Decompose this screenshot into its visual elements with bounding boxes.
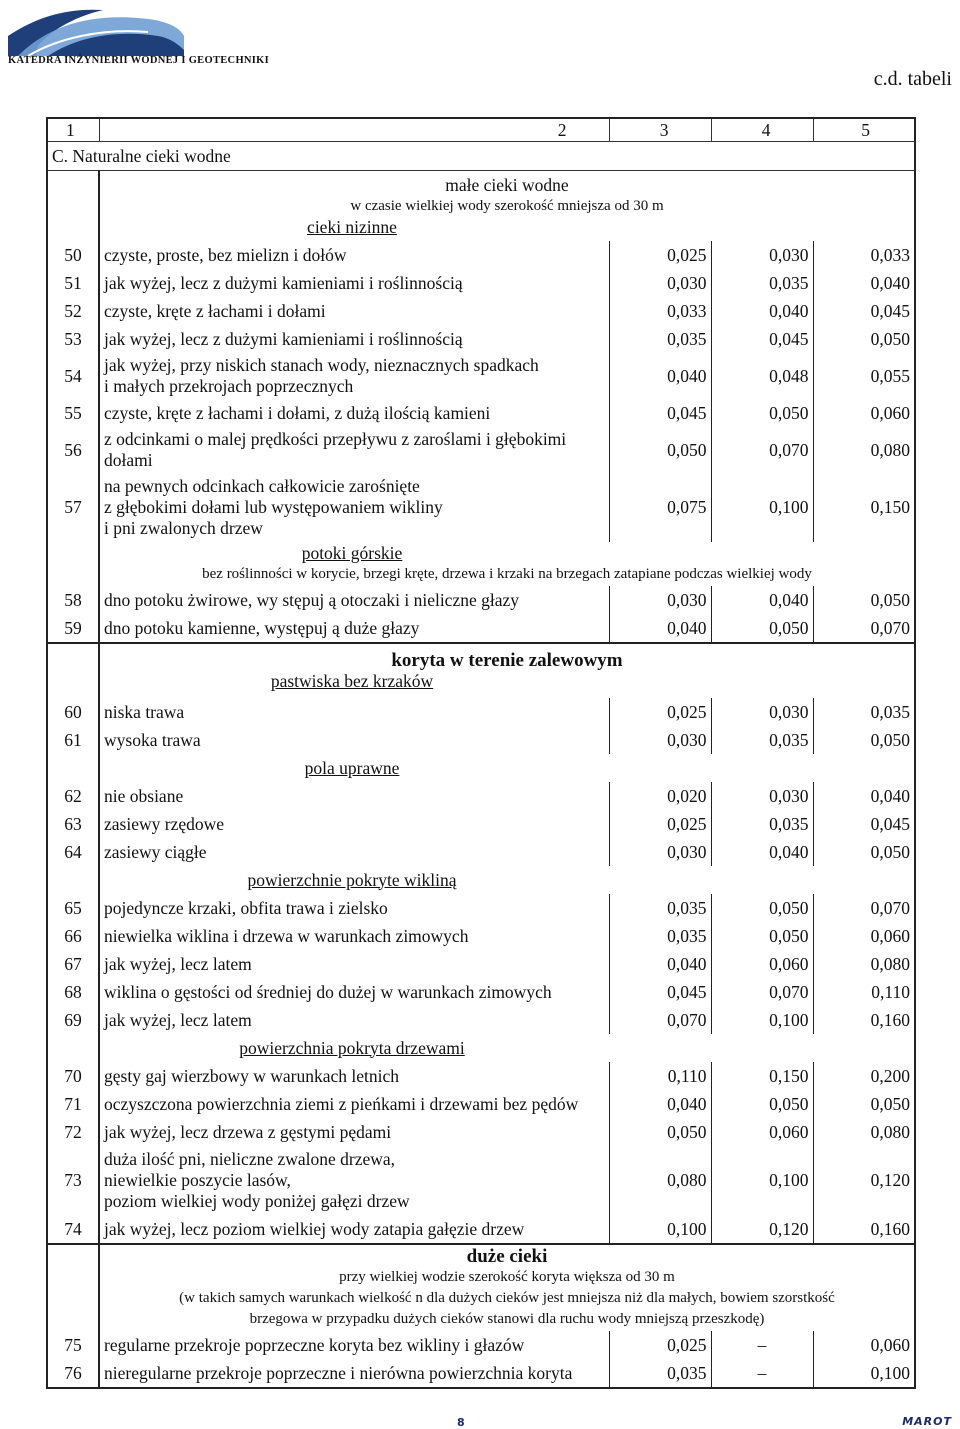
roughness-value-col3: 0,035 <box>609 894 711 922</box>
table-row <box>47 1090 915 1118</box>
row-number: 76 <box>47 1359 99 1388</box>
roughness-value-col3: 0,070 <box>609 1006 711 1034</box>
col-header-3: 3 <box>609 118 711 142</box>
table-continuation-label: c.d. tabeli <box>873 68 952 90</box>
table-row <box>47 894 915 922</box>
roughness-value-col4: 0,040 <box>711 297 813 325</box>
roughness-value-col3: 0,030 <box>609 269 711 297</box>
description-line: czyste, kręte z łachami i dołami <box>104 300 326 321</box>
roughness-value-col5: 0,050 <box>813 586 915 614</box>
roughness-value-col4: 0,035 <box>711 726 813 754</box>
row-description <box>99 838 609 866</box>
blank-number-cell <box>47 1244 99 1331</box>
row-number: 75 <box>47 1331 99 1359</box>
row-description <box>99 1062 609 1090</box>
description-line: oczyszczona powierzchnia ziemi z pieńkami i drzewami bez pędów <box>104 1093 579 1114</box>
row-description <box>99 241 609 269</box>
row-description <box>99 269 609 297</box>
row-description <box>99 782 609 810</box>
description-line: gęsty gaj wierzbowy w warunkach letnich <box>104 1065 399 1086</box>
subgroup-title: potoki górskie <box>301 543 403 563</box>
table-row <box>47 978 915 1006</box>
group-header-cell <box>99 754 915 782</box>
roughness-value-col3: 0,025 <box>609 698 711 726</box>
description-line: jak wyżej, przy niskich stanach wody, nieznacznych spadkach <box>104 355 539 375</box>
group-header-row <box>47 171 915 242</box>
table-row <box>47 427 915 473</box>
table-row <box>47 399 915 427</box>
subgroup-note: bez roślinności w korycie, brzegi kręte, drzewa i krzaki na brzegach zatapiane podczas wielkiej wody <box>202 566 812 582</box>
roughness-value-col3: 0,080 <box>609 1146 711 1215</box>
roughness-value-col5: 0,040 <box>813 782 915 810</box>
row-description <box>99 297 609 325</box>
row-number: 73 <box>47 1146 99 1215</box>
roughness-value-col5: 0,060 <box>813 1331 915 1359</box>
roughness-value-col3: 0,040 <box>609 353 711 399</box>
row-number: 64 <box>47 838 99 866</box>
row-description <box>99 922 609 950</box>
roughness-value-col5: 0,033 <box>813 241 915 269</box>
roughness-value-col4: 0,070 <box>711 978 813 1006</box>
table-row <box>47 269 915 297</box>
description-line: nieregularne przekroje poprzeczne i nierówna powierzchnia koryta <box>104 1362 573 1383</box>
roughness-value-col4: 0,060 <box>711 1118 813 1146</box>
description-line: czyste, kręte z łachami i dołami, z dużą ilością kamieni <box>104 402 491 423</box>
roughness-value-col5: 0,200 <box>813 1062 915 1090</box>
row-description <box>99 810 609 838</box>
department-logo <box>8 6 184 56</box>
row-number: 52 <box>47 297 99 325</box>
table-row <box>47 353 915 399</box>
row-number: 55 <box>47 399 99 427</box>
roughness-value-col3: 0,033 <box>609 297 711 325</box>
row-description <box>99 353 609 399</box>
col-header-1: 1 <box>47 118 99 142</box>
roughness-value-col3: 0,040 <box>609 1090 711 1118</box>
roughness-value-col4: 0,040 <box>711 838 813 866</box>
group-subtitle: przy wielkiej wodzie szerokość koryta większa od 30 m <box>339 1269 675 1285</box>
table-row <box>47 325 915 353</box>
roughness-value-col5: 0,100 <box>813 1359 915 1388</box>
group-header-cell <box>99 866 915 894</box>
description-line: jak wyżej, lecz latem <box>104 953 252 974</box>
row-description <box>99 1146 609 1215</box>
row-number: 60 <box>47 698 99 726</box>
row-number: 58 <box>47 586 99 614</box>
roughness-value-col3: 0,050 <box>609 1118 711 1146</box>
row-description <box>99 1090 609 1118</box>
row-description <box>99 1006 609 1034</box>
roughness-value-col4: 0,048 <box>711 353 813 399</box>
row-number: 50 <box>47 241 99 269</box>
roughness-value-col4: 0,030 <box>711 698 813 726</box>
row-description <box>99 473 609 542</box>
row-description <box>99 726 609 754</box>
roughness-value-col4: 0,070 <box>711 427 813 473</box>
roughness-value-col4: 0,050 <box>711 894 813 922</box>
roughness-value-col5: 0,110 <box>813 978 915 1006</box>
table-row <box>47 698 915 726</box>
group-title: duże cieki <box>466 1246 548 1267</box>
roughness-value-col4: 0,030 <box>711 241 813 269</box>
description-line: i pni zwalonych drzew <box>104 518 263 538</box>
description-line: jak wyżej, lecz drzewa z gęstymi pędami <box>104 1121 392 1142</box>
subgroup-title: powierzchnie pokryte wikliną <box>247 869 457 890</box>
table-row <box>47 614 915 643</box>
roughness-value-col5: 0,050 <box>813 838 915 866</box>
roughness-value-col4: 0,120 <box>711 1215 813 1244</box>
row-description <box>99 978 609 1006</box>
table-row <box>47 1062 915 1090</box>
group-header-cell <box>99 1034 915 1062</box>
table-row <box>47 1215 915 1244</box>
table-row <box>47 473 915 542</box>
description-line: wiklina o gęstości od średniej do dużej w warunkach zimowych <box>104 981 552 1002</box>
roughness-value-col3: 0,045 <box>609 978 711 1006</box>
roughness-value-col5: 0,045 <box>813 297 915 325</box>
description-line: niewielka wiklina i drzewa w warunkach zimowych <box>104 925 469 946</box>
roughness-value-col5: 0,070 <box>813 614 915 643</box>
description-line: jak wyżej, lecz z dużymi kamieniami i roślinnością <box>104 272 463 293</box>
row-description <box>99 698 609 726</box>
table-row <box>47 1146 915 1215</box>
row-number: 69 <box>47 1006 99 1034</box>
roughness-value-col3: 0,030 <box>609 838 711 866</box>
group-header-cell <box>99 171 915 242</box>
subgroup-title: pola uprawne <box>304 757 400 778</box>
roughness-value-col4: 0,150 <box>711 1062 813 1090</box>
roughness-table <box>46 117 916 1389</box>
group-header-row <box>47 643 915 698</box>
table-row <box>47 1118 915 1146</box>
roughness-value-col3: 0,040 <box>609 950 711 978</box>
description-line: jak wyżej, lecz latem <box>104 1009 252 1030</box>
roughness-value-col4: 0,100 <box>711 1146 813 1215</box>
roughness-value-col3: 0,040 <box>609 614 711 643</box>
roughness-value-col4: – <box>711 1331 813 1359</box>
row-description <box>99 950 609 978</box>
group-header-cell <box>99 1244 915 1331</box>
group-header-row <box>47 754 915 782</box>
description-line: czyste, proste, bez mielizn i dołów <box>104 244 347 265</box>
roughness-value-col5: 0,160 <box>813 1006 915 1034</box>
row-number: 53 <box>47 325 99 353</box>
roughness-value-col4: 0,100 <box>711 473 813 542</box>
table-row <box>47 922 915 950</box>
section-title: C. Naturalne cieki wodne <box>47 142 915 171</box>
description-line: zasiewy rzędowe <box>104 813 225 834</box>
roughness-value-col5: 0,160 <box>813 1215 915 1244</box>
roughness-value-col5: 0,080 <box>813 1118 915 1146</box>
roughness-value-col5: 0,050 <box>813 325 915 353</box>
table-row <box>47 1331 915 1359</box>
description-line: duża ilość pni, nieliczne zwalone drzewa, <box>104 1149 396 1169</box>
roughness-value-col3: 0,020 <box>609 782 711 810</box>
row-number: 66 <box>47 922 99 950</box>
brand-mark: MAROT <box>902 1415 952 1428</box>
subgroup-title: cieki nizinne <box>307 216 397 237</box>
table-row <box>47 1359 915 1388</box>
table-row <box>47 726 915 754</box>
table-row <box>47 1006 915 1034</box>
row-description <box>99 894 609 922</box>
group-header-row <box>47 1034 915 1062</box>
group-title: koryta w terenie zalewowym <box>391 650 623 671</box>
description-line: nie obsiane <box>104 785 184 806</box>
roughness-value-col3: 0,025 <box>609 241 711 269</box>
group-header-cell <box>99 643 915 698</box>
row-description <box>99 1331 609 1359</box>
row-description <box>99 586 609 614</box>
roughness-value-col5: 0,050 <box>813 1090 915 1118</box>
description-line: regularne przekroje poprzeczne koryta bez wikliny i głazów <box>104 1334 525 1355</box>
roughness-value-col3: 0,050 <box>609 427 711 473</box>
group-header-cell <box>99 542 915 586</box>
row-description <box>99 427 609 473</box>
row-description <box>99 399 609 427</box>
table-row <box>47 810 915 838</box>
row-description <box>99 1118 609 1146</box>
column-header-row <box>47 118 915 142</box>
page-number: 8 <box>457 1416 465 1429</box>
group-title: małe cieki wodne <box>445 174 569 195</box>
row-number: 56 <box>47 427 99 473</box>
description-line: poziom wielkiej wody poniżej gałęzi drzew <box>104 1191 410 1211</box>
row-description <box>99 325 609 353</box>
description-line: zasiewy ciągłe <box>104 841 207 862</box>
table-row <box>47 782 915 810</box>
description-line: jak wyżej, lecz poziom wielkiej wody zatapia gałęzie drzew <box>104 1218 525 1239</box>
row-number: 68 <box>47 978 99 1006</box>
group-header-row <box>47 542 915 586</box>
table-row <box>47 297 915 325</box>
roughness-value-col5: 0,035 <box>813 698 915 726</box>
group-note-line: (w takich samych warunkach wielkość n dla dużych cieków jest mniejsza niż dla małych, bowiem szorstkość <box>179 1290 835 1306</box>
row-number: 70 <box>47 1062 99 1090</box>
roughness-value-col3: 0,045 <box>609 399 711 427</box>
subgroup-title: pastwiska bez krzaków <box>270 671 434 691</box>
roughness-value-col5: 0,150 <box>813 473 915 542</box>
roughness-value-col3: 0,035 <box>609 325 711 353</box>
description-line: niska trawa <box>104 701 185 722</box>
roughness-value-col3: 0,030 <box>609 726 711 754</box>
roughness-value-col4: 0,050 <box>711 399 813 427</box>
row-number: 57 <box>47 473 99 542</box>
roughness-value-col3: 0,110 <box>609 1062 711 1090</box>
description-line: pojedyncze krzaki, obfita trawa i zielsko <box>104 897 388 918</box>
roughness-value-col5: 0,055 <box>813 353 915 399</box>
roughness-value-col4: 0,100 <box>711 1006 813 1034</box>
description-line: na pewnych odcinkach całkowicie zarośnięte <box>104 476 420 496</box>
section-title-row <box>47 142 915 171</box>
table-row <box>47 838 915 866</box>
roughness-value-col5: 0,040 <box>813 269 915 297</box>
roughness-value-col4: 0,030 <box>711 782 813 810</box>
roughness-value-col4: 0,045 <box>711 325 813 353</box>
roughness-value-col3: 0,075 <box>609 473 711 542</box>
roughness-value-col5: 0,045 <box>813 810 915 838</box>
row-number: 65 <box>47 894 99 922</box>
row-number: 61 <box>47 726 99 754</box>
description-line: wysoka trawa <box>104 729 201 750</box>
row-number: 59 <box>47 614 99 643</box>
row-description <box>99 1215 609 1244</box>
row-number: 51 <box>47 269 99 297</box>
roughness-value-col4: 0,035 <box>711 810 813 838</box>
col-header-5: 5 <box>813 118 915 142</box>
roughness-value-col5: 0,060 <box>813 922 915 950</box>
department-name: KATEDRA INŻYNIERII WODNEJ I GEOTECHNIKI <box>8 55 270 66</box>
group-subtitle: w czasie wielkiej wody szerokość mniejsza od 30 m <box>350 197 664 214</box>
group-header-row <box>47 866 915 894</box>
roughness-value-col4: 0,050 <box>711 922 813 950</box>
table-row <box>47 241 915 269</box>
group-header-row <box>47 1244 915 1331</box>
col-header-2: 2 <box>99 118 609 142</box>
roughness-value-col4: 0,040 <box>711 586 813 614</box>
roughness-value-col4: 0,035 <box>711 269 813 297</box>
description-line: dołami <box>104 450 153 470</box>
roughness-value-col4: 0,050 <box>711 1090 813 1118</box>
roughness-value-col5: 0,050 <box>813 726 915 754</box>
row-number: 71 <box>47 1090 99 1118</box>
roughness-value-col4: 0,050 <box>711 614 813 643</box>
roughness-value-col3: 0,030 <box>609 586 711 614</box>
subgroup-title: powierzchnia pokryta drzewami <box>239 1037 465 1058</box>
description-line: dno potoku żwirowe, wy stępuj ą otoczaki i nieliczne głazy <box>104 589 520 610</box>
description-line: z odcinkami o malej prędkości przepływu z zaroślami i głębokimi <box>104 429 567 449</box>
row-number: 54 <box>47 353 99 399</box>
roughness-value-col4: 0,060 <box>711 950 813 978</box>
col-header-4: 4 <box>711 118 813 142</box>
table-row <box>47 586 915 614</box>
description-line: dno potoku kamienne, występuj ą duże głazy <box>104 617 420 638</box>
table-row <box>47 950 915 978</box>
row-number: 72 <box>47 1118 99 1146</box>
roughness-value-col3: 0,100 <box>609 1215 711 1244</box>
roughness-value-col5: 0,060 <box>813 399 915 427</box>
roughness-value-col3: 0,035 <box>609 1359 711 1388</box>
group-note-line: brzegowa w przypadku dużych cieków stanowi dla ruchu wody mniejszą przeszkodę) <box>249 1311 765 1327</box>
row-number: 74 <box>47 1215 99 1244</box>
roughness-value-col5: 0,120 <box>813 1146 915 1215</box>
description-line: z głębokimi dołami lub występowaniem wikliny <box>104 497 443 517</box>
description-line: jak wyżej, lecz z dużymi kamieniami i roślinnością <box>104 328 463 349</box>
row-number: 67 <box>47 950 99 978</box>
roughness-value-col5: 0,080 <box>813 427 915 473</box>
roughness-value-col5: 0,070 <box>813 894 915 922</box>
roughness-value-col5: 0,080 <box>813 950 915 978</box>
description-line: niewielkie poszycie lasów, <box>104 1170 291 1190</box>
row-description <box>99 1359 609 1388</box>
roughness-value-col3: 0,035 <box>609 922 711 950</box>
row-number: 63 <box>47 810 99 838</box>
row-description <box>99 614 609 643</box>
roughness-value-col3: 0,025 <box>609 1331 711 1359</box>
description-line: i małych przekrojach poprzecznych <box>104 376 354 396</box>
roughness-value-col4: – <box>711 1359 813 1388</box>
roughness-value-col3: 0,025 <box>609 810 711 838</box>
row-number: 62 <box>47 782 99 810</box>
